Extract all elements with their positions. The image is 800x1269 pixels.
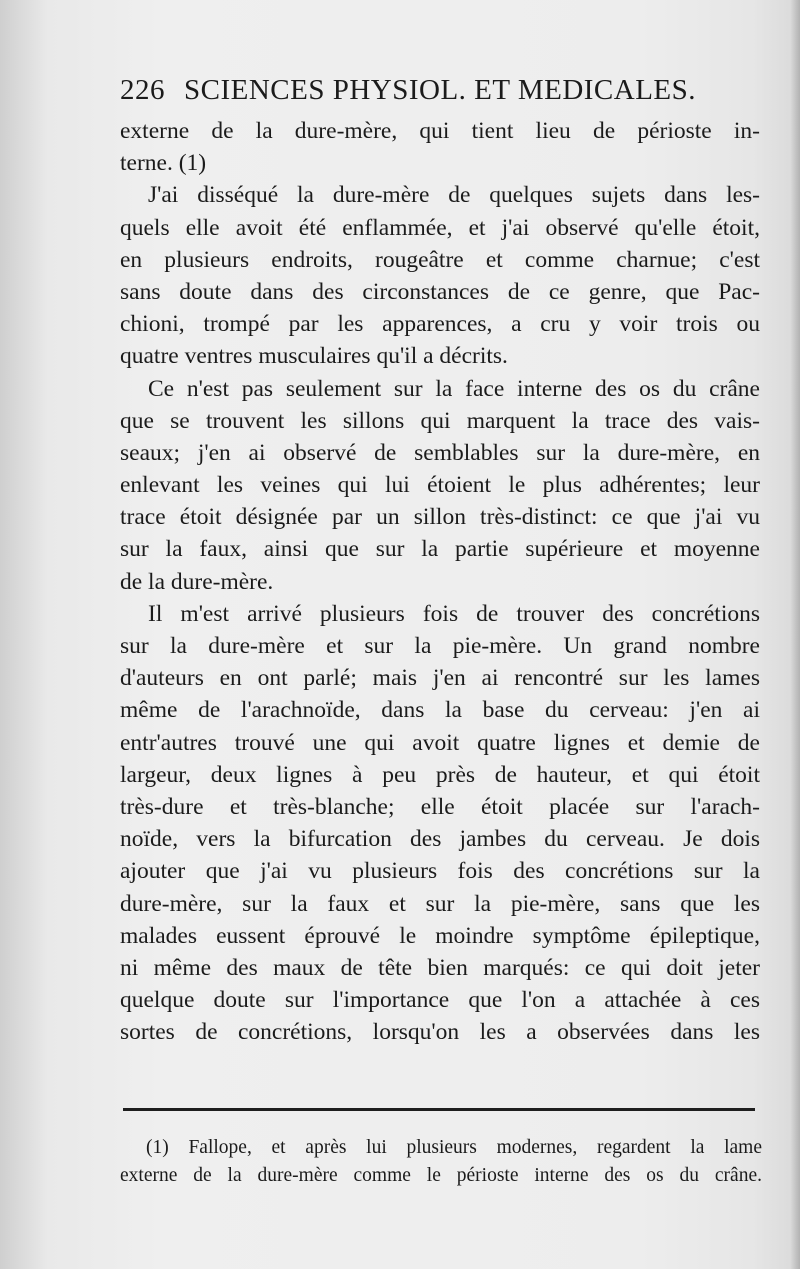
running-head: SCIENCES PHYSIOL. ET MEDICALES. [184,74,697,106]
text-line: sans doute dans des circonstances de ce genre, que Pac- [120,278,760,305]
text-line: sur la faux, ainsi que sur la partie supérieure et moyenne [120,536,760,563]
text-line: malades eussent éprouvé le moindre symptôme épileptique, [120,922,760,949]
text-line: que se trouvent les sillons qui marquent la trace des vais- [120,407,760,434]
text-line: enlevant les veines qui lui étoient le plus adhérentes; leur [120,472,760,499]
text-line: d'auteurs en ont parlé; mais j'en ai rencontré sur les lames [120,665,760,692]
text-line: quels elle avoit été enflammée, et j'ai observé qu'elle étoit, [120,214,760,241]
text-line: très-dure et très-blanche; elle étoit placée sur l'arach- [120,793,760,820]
text-line: quelque doute sur l'importance que l'on a attachée à ces [120,987,760,1014]
footnote-line: externe de la dure-mère comme le périoste interne des os du crâne. [120,1165,762,1186]
paragraph-first-line: Ce n'est pas seulement sur la face interne des os du crâne [148,375,760,402]
page-number: 226 [120,74,165,106]
text-line: externe de la dure-mère, qui tient lieu de périoste in- [120,118,760,144]
footnote-line: (1) Fallope, et après lui plusieurs modernes, regardent la lame [146,1137,762,1158]
body-text [120,115,760,1048]
page-header [120,74,760,114]
text-line: de la dure-mère. [120,568,274,595]
text-line: même de l'arachnoïde, dans la base du cerveau: j'en ai [120,697,760,724]
text-line: terne. (1) [120,150,207,177]
text-line: dure-mère, sur la faux et sur la pie-mère, sans que les [120,890,760,917]
text-line: seaux; j'en ai observé de semblables sur la dure-mère, en [120,439,760,466]
text-line: quatre ventres musculaires qu'il a décrits. [120,343,508,370]
page-edge-shadow [790,0,800,1269]
text-line: sortes de concrétions, lorsqu'on les a observées dans les [120,1019,760,1046]
text-line: trace étoit désignée par un sillon très-distinct: ce que j'ai vu [120,504,760,531]
text-line: ajouter que j'ai vu plusieurs fois des concrétions sur la [120,858,760,885]
text-line: ni même des maux de tête bien marqués: ce qui doit jeter [120,954,760,981]
text-line: sur la dure-mère et sur la pie-mère. Un grand nombre [120,633,760,659]
paragraph-first-line: J'ai disséqué la dure-mère de quelques sujets dans les- [148,182,760,209]
text-line: en plusieurs endroits, rougeâtre et comme charnue; c'est [120,246,760,273]
text-line: largeur, deux lignes à peu près de hauteur, et qui étoit [120,761,760,788]
text-line: chioni, trompé par les apparences, a cru y voir trois ou [120,311,760,338]
footnote [120,1134,762,1190]
text-line: entr'autres trouvé une qui avoit quatre lignes et demie de [120,729,760,756]
paragraph-first-line: Il m'est arrivé plusieurs fois de trouver des concrétions [148,600,760,627]
footnote-rule [123,1108,755,1111]
text-line: noïde, vers la bifurcation des jambes du cerveau. Je dois [120,826,760,853]
